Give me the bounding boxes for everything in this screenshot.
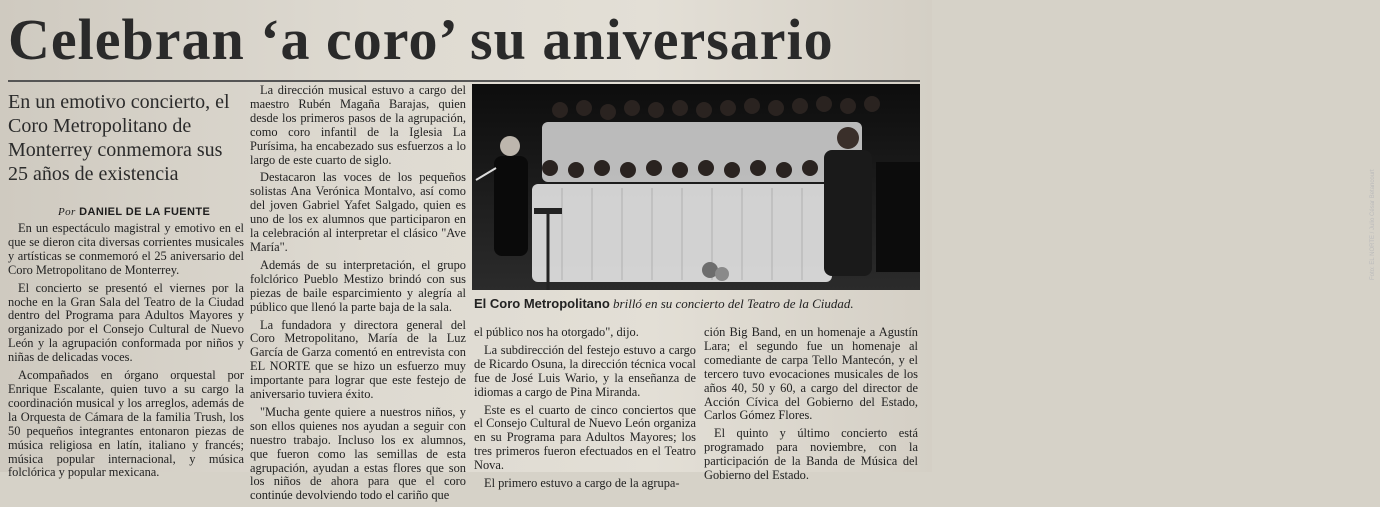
paragraph: Este es el cuarto de cinco conciertos que el Consejo Cultural de Nuevo León organiza en su Programa para Adultos Mayores; los tres primeros fueron efectuados en el Teatro Nova. [474,402,696,473]
article-column-3 [474,326,696,495]
headline: Celebran ‘a coro’ su aniversario [8,7,834,72]
paragraph: En un espectáculo magistral y emotivo en el que se dieron cita diversas corrientes musicales y artísticas se conmemoró el 25 aniversario del Coro Metropolitano de Monterrey. [8,221,244,277]
photo-credit: Foto: EL NORTE / Julio César Betancourt [1370,169,1376,280]
caption-text: brilló en su concierto del Teatro de la Ciudad. [609,296,854,311]
paragraph: Destacaron las voces de los pequeños solistas Ana Verónica Montalvo, así como del joven Gabriel Yafet Salgado, quien es uno de los ex alumnos que participaron en la celebración al interpretar el clásico "Ave María". [250,170,466,254]
headline-rule [8,80,920,82]
byline [58,206,248,218]
paragraph: El concierto se presentó el viernes por la noche en la Gran Sala del Teatro de la Ciudad dentro del Programa para Adultos Mayores y organizado por el Consejo Cultural de Nuevo León y la agrupación conformada por niños y niñas de delicadas voces. [8,280,244,365]
article-column-4 [704,326,918,487]
article-column-2 [250,84,466,507]
choir-photo-image [472,84,920,290]
choir-photo [472,84,1376,290]
byline-prefix: Por [58,206,76,218]
paragraph: Además de su interpretación, el grupo folclórico Pueblo Mestizo brindó con sus piezas de baile esparcimiento y alegría al público que llenó la parte baja de la sala. [250,257,466,314]
paragraph: el público nos ha otorgado", dijo. [474,325,639,339]
paragraph: "Mucha gente quiere a nuestros niños, y son ellos quienes nos ayudan a seguir con nuestro trabajo. Incluso los ex alumnos, que fueron como las semillas de esta agrupación, ayudan a estas flores que son los niños de ahora para que el coro continúe devolviendo todo el cariño que [250,404,466,503]
paragraph: La dirección musical estuvo a cargo del maestro Rubén Magaña Barajas, quien desde los primeros pasos de la agrupación, como coro infantil de la Iglesia La Purísima, ha encabezado sus esfuerzos a lo largo de este cuarto de siglo. [250,83,466,167]
paragraph: ción Big Band, en un homenaje a Agustín Lara; el segundo fue un homenaje al comediante de carpa Tello Mantecón, y el tercero tuvo evocaciones musicales de los años 40, 50 y 60, a cargo del director de Acción Cívica del Gobierno del Estado, Carlos Gómez Flores. [704,325,918,423]
paragraph: Acompañados en órgano orquestal por Enrique Escalante, quien tuvo a su cargo la coordinación musical y los arreglos, además de la Orquesta de Cámara de la familia Trush, los 50 pequeños integrantes entonaron piezas de música religiosa en latín, italiano y francés; música popular internacional, y música folclórica y popular mexicana. [8,368,244,480]
paragraph: La fundadora y directora general del Coro Metropolitano, María de la Luz García de Garza comentó en entrevista con EL NORTE que se hizo un esfuerzo muy importante para lograr que este festejo de aniversario tuviera éxito. [250,317,466,402]
deck-subheadline: En un emotivo concierto, el Coro Metropolitano de Monterrey conmemora sus 25 años de existencia [8,91,230,185]
byline-author: DANIEL DE LA FUENTE [79,206,211,218]
paragraph: El primero estuvo a cargo de la agrupa- [484,476,680,491]
caption-bold: El Coro Metropolitano [474,296,610,311]
paragraph: La subdirección del festejo estuvo a cargo de Ricardo Osuna, la dirección técnica vocal fue de José Luis Wario, y la enseñanza de idiomas a cargo de Pina Miranda. [474,342,696,399]
photo-caption [474,296,918,312]
article-column-1 [8,222,244,484]
paragraph: El quinto y último concierto está programado para noviembre, con la participación de la Banda de Música del Gobierno del Estado. [704,426,918,483]
